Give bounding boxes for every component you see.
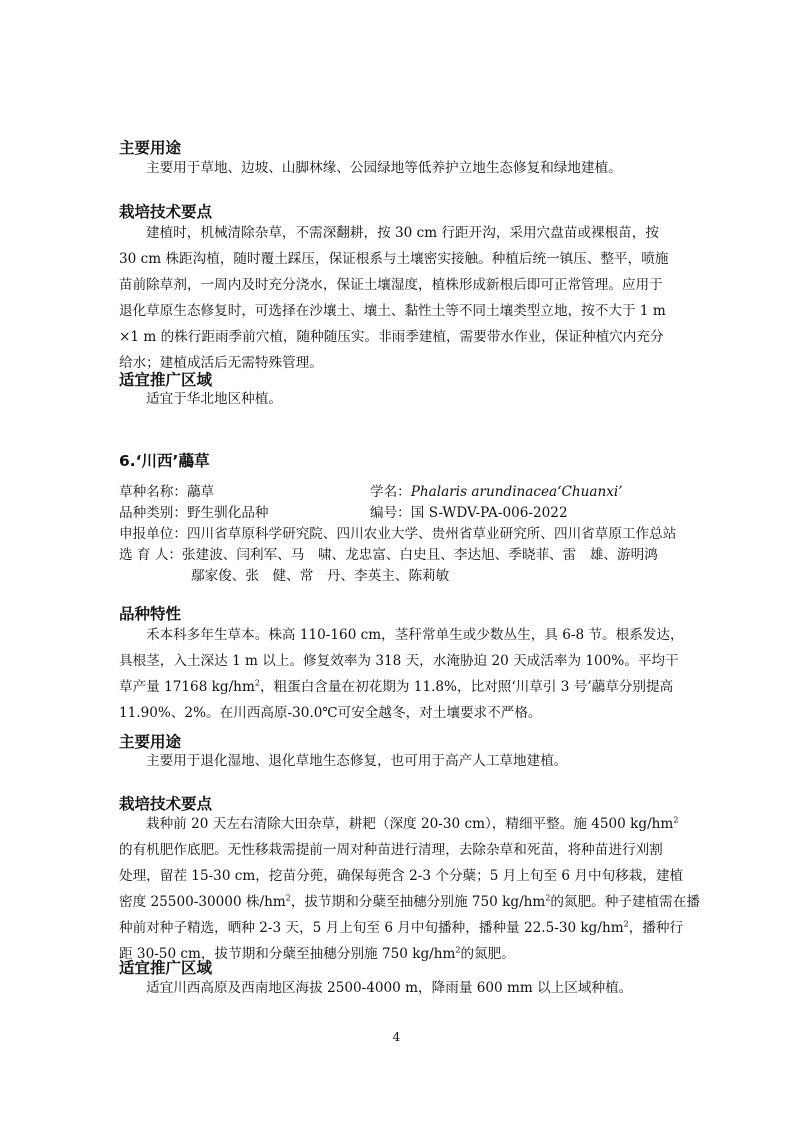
breeder-label: 选 育 人： (119, 547, 183, 563)
breeders-continued: 鄢家俊、张 健、常 丹、李英主、陈莉敏 (191, 568, 450, 584)
cult2-line: 处理，留茬 15-30 cm，挖苗分蔸，确保每蔸含 2-3 个分蘖；5 月上旬至 6 月中旬移栽，建植 (119, 868, 684, 884)
cult2-line: 栽种前 20 天左右清除大田杂草，耕耙（深度 20-30 cm），精细平整。施 4500 $kg/hm^2$ (146, 815, 679, 832)
char-line: 草产量 17168 $kg/hm^2$，粗蛋白含量在初花期为 11.8%，比对照‘川草引 3 号’虉草分别提高 (119, 678, 674, 695)
code-label: 编号： (370, 505, 411, 521)
characteristics-heading: 品种特性 (119, 605, 182, 623)
cult2-line: 种前对种子精选，晒种 2-3 天，5 月上旬至 6 月中旬播种，播种量 22.5-30 $kg/hm^2$，播种行 (119, 919, 684, 936)
region-text: 适宜于华北地区种植。 (146, 391, 282, 407)
cultivation-line: 苗前除草剂，一周内及时充分浇水，保证土壤湿度，植株形成新根后即可正常管理。应用于 (119, 277, 663, 293)
cult2-line: 密度 25500-30000 株$/hm^2$，拔节期和分蘖至抽穗分别施 750 $kg/hm^2$的氮肥。种子建植需在播 (119, 893, 700, 910)
char-line: 具根茎，入土深达 1 m 以上。修复效率为 318 天，水淹胁迫 20 天成活率为 100%。平均干 (119, 653, 679, 669)
cult2-line: 距 30-50 cm，拔节期和分蘖至抽穗分别施 750 $kg/hm^2$的氮肥。 (119, 945, 515, 962)
registration-code (370, 503, 568, 524)
scientific-name (370, 482, 623, 503)
unit-label: 申报单位： (119, 526, 187, 542)
code-value: 国 S-WDV-PA-006-2022 (410, 505, 568, 521)
usage-heading: 主要用途 (119, 139, 182, 157)
grass-name-label: 草种名称： (119, 484, 187, 500)
usage2-text: 主要用于退化湿地、退化草地生态修复，也可用于高产人工草地建植。 (146, 753, 568, 769)
cultivation-text (119, 220, 676, 376)
char-line: 禾本科多年生草本。株高 110-160 cm，茎秆常单生或少数丛生，具 6-8 节。根系发达， (146, 627, 684, 643)
cultivation-line: 给水；建植成活后无需特殊管理。 (119, 355, 323, 371)
char-line: 11.90%、2%。在川西高原-30.0℃可安全越冬，对土壤要求不严格。 (119, 705, 542, 721)
applicant-unit (119, 524, 676, 545)
breeder-value: 张建波、闫利军、马 啸、龙忠富、白史且、李达旭、季晓菲、雷 雄、游明鸿 (182, 547, 658, 563)
region2-text: 适宜川西高原及西南地区海拔 2500-4000 m，降雨量 600 mm 以上区域种植。 (146, 980, 633, 996)
breeders (119, 545, 658, 566)
cultivation-line: ×1 m 的株行距雨季前穴植，随种随压实。非雨季建植，需要带水作业，保证种植穴内充分 (119, 329, 664, 345)
cultivation2-heading: 栽培技术要点 (119, 795, 213, 813)
region2-heading: 适宜推广区域 (119, 959, 213, 977)
category (119, 503, 269, 524)
cultivation-line: 30 cm 株距沟植，随时覆土踩压，保证根系与土壤密实接触。种植后统一镇压、整平，喷施 (119, 251, 669, 267)
variety-title: 6.‘川西’虉草 (119, 452, 210, 470)
usage2-heading: 主要用途 (119, 733, 182, 751)
cultivation-line: 退化草原生态修复时，可选择在沙壤土、壤土、黏性土等不同土壤类型立地，按不大于 1 m (119, 303, 666, 319)
usage-text: 主要用于草地、边坡、山脚林缘、公园绿地等低养护立地生态修复和绿地建植。 (146, 160, 622, 176)
scientific-name-value: Phalaris arundinacea‘Chuanxi’ (410, 484, 623, 500)
cultivation-line: 建植时，机械清除杂草，不需深翻耕，按 30 cm 行距开沟，采用穴盘苗或裸根苗，按 (146, 225, 659, 241)
scientific-name-label: 学名： (370, 484, 411, 500)
region-heading: 适宜推广区域 (119, 371, 213, 389)
grass-name-value: 虉草 (186, 484, 215, 500)
cult2-line: 的有机肥作底肥。无性移栽需提前一周对种苗进行清理，去除杂草和死苗，将种苗进行刈割 (119, 842, 663, 858)
unit-value: 四川省草原科学研究院、四川农业大学、贵州省草业研究所、四川省草原工作总站 (186, 526, 677, 542)
category-value: 野生驯化品种 (186, 505, 269, 521)
grass-name (119, 482, 214, 503)
cultivation-heading: 栽培技术要点 (119, 203, 213, 221)
category-label: 品种类别： (119, 505, 187, 521)
page-number: 4 (392, 1030, 401, 1044)
cultivation2-text (119, 811, 700, 967)
characteristics-text (119, 622, 684, 726)
